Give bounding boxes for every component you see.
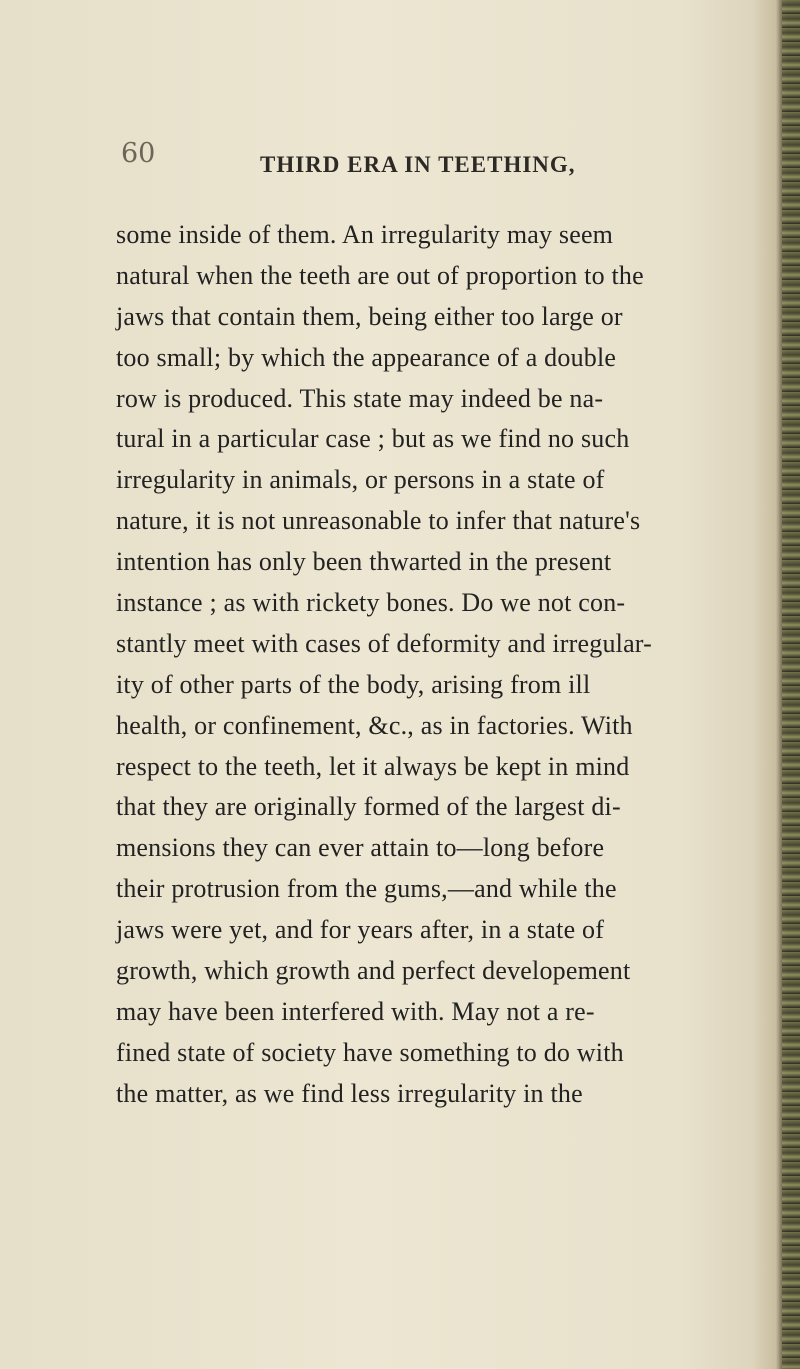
text-line: too small; by which the appearance of a double	[116, 342, 617, 372]
page-number: 60	[121, 138, 156, 169]
text-line: the matter, as we find less irregularity in the	[116, 1078, 583, 1108]
text-line: health, or confinement, &c., as in factories. With	[116, 710, 633, 740]
text-line: nature, it is not unreasonable to infer that nature's	[116, 506, 641, 536]
text-line: may have been interfered with. May not a re-	[116, 996, 595, 1026]
text-line: fined state of society have something to do with	[116, 1037, 624, 1067]
text-line: growth, which growth and perfect developement	[116, 956, 631, 986]
text-line: respect to the teeth, let it always be kept in mind	[116, 751, 630, 781]
text-line: their protrusion from the gums,—and while the	[116, 874, 617, 904]
page-edge-shadow	[782, 0, 800, 1369]
body-text	[116, 215, 706, 1115]
text-line: intention has only been thwarted in the present	[116, 547, 612, 577]
text-line: natural when the teeth are out of proportion to the	[116, 260, 644, 290]
text-line: mensions they can ever attain to—long before	[116, 833, 605, 863]
text-line: that they are originally formed of the largest di-	[116, 792, 621, 822]
text-line: row is produced. This state may indeed be na-	[116, 383, 604, 413]
text-line: tural in a particular case ; but as we find no such	[116, 424, 630, 454]
text-line: jaws were yet, and for years after, in a state of	[116, 915, 605, 945]
text-line: some inside of them. An irregularity may seem	[116, 220, 614, 249]
text-line: instance ; as with rickety bones. Do we not con-	[116, 588, 626, 618]
running-head: THIRD ERA IN TEETHING,	[260, 152, 576, 177]
text-line: irregularity in animals, or persons in a state of	[116, 465, 605, 495]
text-line: stantly meet with cases of deformity and irregular-	[116, 628, 653, 658]
text-line: jaws that contain them, being either too large or	[116, 301, 623, 331]
text-line: ity of other parts of the body, arising from ill	[116, 669, 591, 699]
